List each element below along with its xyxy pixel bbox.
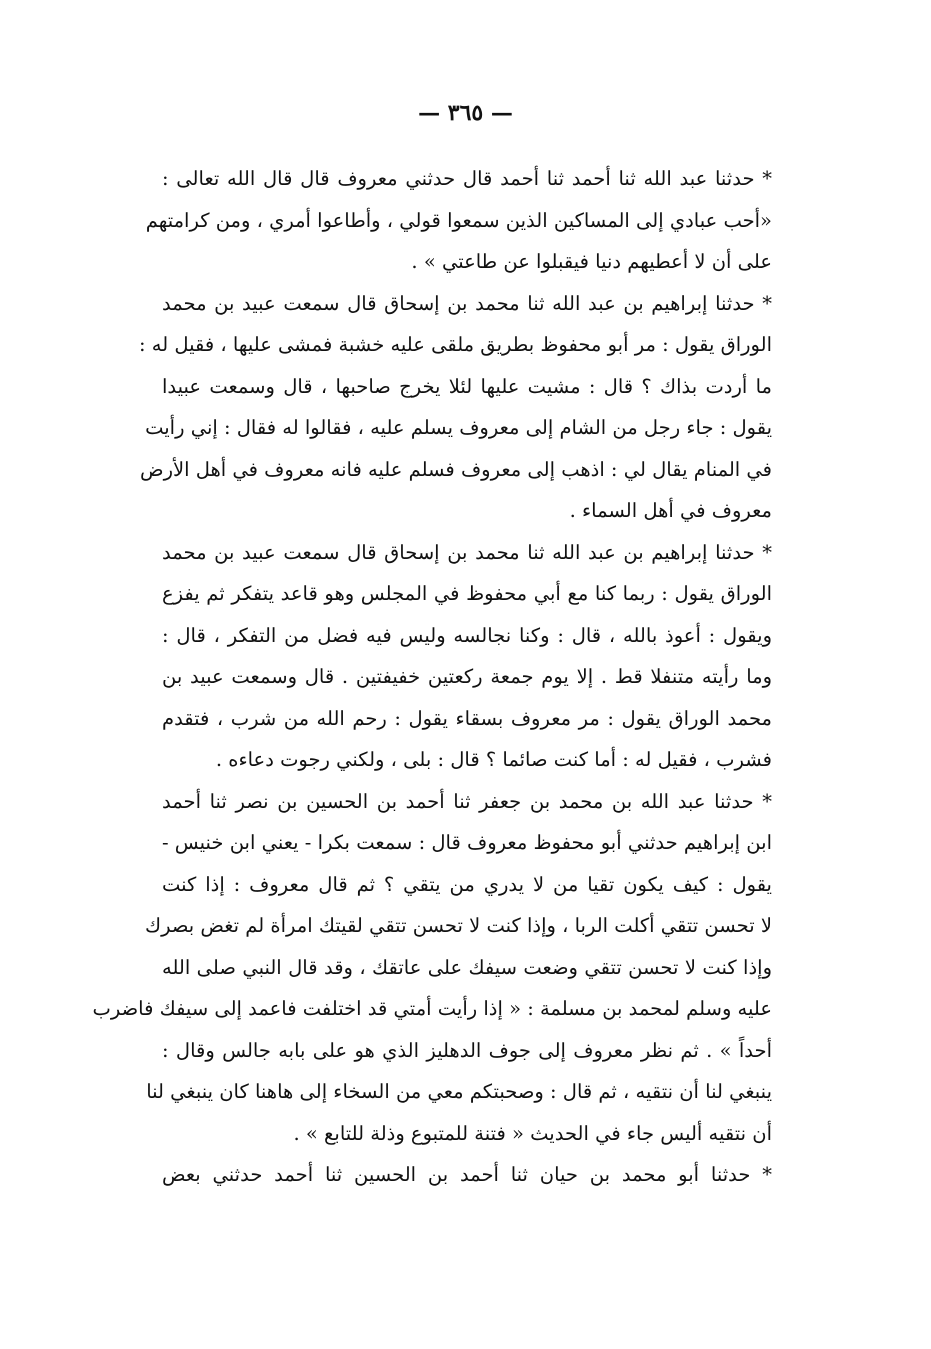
text-line: وما رأيته متنفلا قط . إلا يوم جمعة ركعتين خفيفتين . قال وسمعت عبيد بن (162, 665, 772, 688)
text-line: يقول : كيف يكون تقيا من لا يدري من يتقي ؟ ثم قال معروف : إذا كنت (162, 872, 772, 896)
text-line: * حدثنا أبو محمد بن حيان ثنا أحمد بن الحسين ثنا أحمد حدثني بعض (162, 1163, 772, 1186)
text-line: ينبغي لنا أن نتقيه ، ثم قال : وصحبتكم معي من السخاء إلى هاهنا كان ينبغي لنا (146, 1080, 772, 1103)
text-line: * حدثنا عبد الله ثنا أحمد ثنا أحمد قال حدثني معروف قال قال الله تعالى : (162, 167, 772, 190)
text-line: ويقول : أعوذ بالله ، قال : وكنا نجالسه وليس فيه فضل من التفكر ، قال : (162, 623, 772, 647)
text-line: لا تحسن تتقي أكلت الربا ، وإذا كنت لا تحسن تتقي لقيتك امرأة لم تغض بصرك (145, 914, 772, 937)
text-line: ما أردت بذاك ؟ قال : مشيت عليها لئلا يخرج صاحبها ، قال وسمعت عبيدا (162, 374, 772, 398)
text-line: الوراق يقول : ربما كنا مع أبي محفوظ في المجلس وهو قاعد يتفكر ثم يفزع (162, 582, 772, 605)
text-line: معروف في أهل السماء . (569, 499, 772, 522)
text-line: أن نتقيه أليس جاء في الحديث « فتنة للمتبوع وذلة للتابع » . (293, 1121, 772, 1145)
text-line: يقول : جاء رجل من الشام إلى معروف يسلم عليه ، فقالوا له فقال : إني رأيت (145, 416, 772, 439)
text-line: محمد الوراق يقول : مر معروف بسقاء يقول : رحم الله من شرب ، فتقدم (162, 706, 772, 730)
text-line: * حدثنا إبراهيم بن عبد الله ثنا محمد بن إسحاق قال سمعت عبيد بن محمد (162, 540, 772, 564)
text-line: وإذا كنت لا تحسن تتقي وضعت سيفك على عاتقك ، وقد قال النبي صلى الله (162, 955, 772, 979)
text-line: «أحب عبادي إلى المساكين الذين سمعوا قولي ، وأطاعوا أمري ، ومن كرامتهم (145, 208, 772, 232)
text-line: في المنام يقال لي : اذهب إلى معروف فسلم عليه فانه معروف في أهل الأرض (140, 457, 772, 481)
page-number: — ٣٦٥ — (418, 100, 513, 126)
text-line: الوراق يقول : مر أبو محفوظ بطريق ملقى عليه خشبة فمشى عليها ، فقيل له : (139, 333, 772, 356)
text-line: فشرب ، فقيل له : أما كنت صائما ؟ قال : بلى ، ولكني رجوت دعاءه . (215, 748, 772, 771)
text-line: عليه وسلم لمحمد بن مسلمة : « إذا رأيت أمتي قد اختلفت فاعمد إلى سيفك فاضرب (92, 997, 772, 1020)
body-text (92, 158, 772, 1196)
text-line: * حدثنا عبد الله بن محمد بن جعفر ثنا أحمد بن الحسين بن نصر ثنا أحمد (162, 789, 772, 813)
text-line: * حدثنا إبراهيم بن عبد الله ثنا محمد بن إسحاق قال سمعت عبيد بن محمد (162, 291, 772, 315)
text-line: ابن إبراهيم حدثني أبو محفوظ معروف قال : سمعت بكرا - يعني ابن خنيس - (162, 831, 772, 854)
text-line: على أن لا أعطيهم دنيا فيقبلوا عن طاعتي » . (411, 250, 772, 273)
text-line: أحداً » . ثم نظر معروف إلى جوف الدهليز الذي هو على بابه جالس وقال : (162, 1038, 772, 1062)
